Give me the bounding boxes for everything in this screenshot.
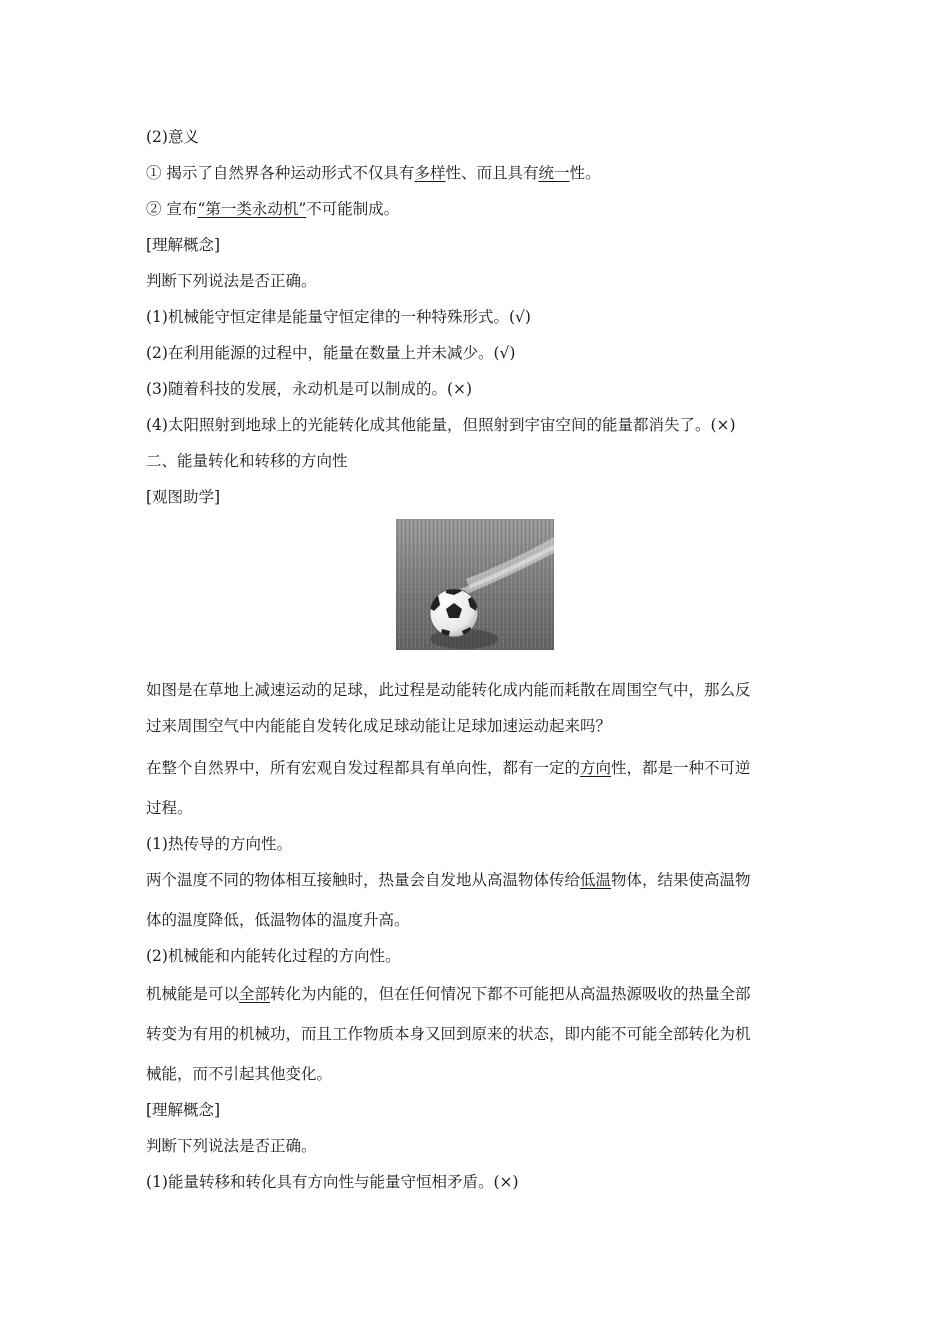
- judge-item: (4)太阳照射到地球上的光能转化成其他能量，但照射到宇宙空间的能量都消失了。(×): [146, 416, 736, 434]
- question-line: 过来周围空气中内能能自发转化成足球动能让足球加速运动起来吗？: [146, 717, 612, 735]
- section-heading: 二、能量转化和转移的方向性: [146, 452, 348, 470]
- observe-label: [观图助学]: [146, 488, 221, 506]
- underlined-answer: 方向: [580, 759, 612, 777]
- mech-line: 转变为有用的机械功，而且工作物质本身又回到原来的状态，即内能不可能全部转化为机: [146, 1025, 751, 1043]
- judge-item: (1)机械能守恒定律是能量守恒定律的一种特殊形式。(√): [146, 308, 531, 326]
- judge-item: (3)随着科技的发展，永动机是可以制成的。(×): [146, 380, 473, 398]
- underlined-answer: 统一: [538, 164, 570, 182]
- understand-label: [理解概念]: [146, 236, 221, 254]
- judge-prompt: 判断下列说法是否正确。: [146, 1137, 317, 1155]
- text-span: ② 宣布: [146, 200, 198, 218]
- mech-heading: (2)机械能和内能转化过程的方向性。: [146, 947, 401, 965]
- text-span: 转化为内能的，但在任何情况下都不可能把从高温热源吸收的热量全部: [270, 985, 751, 1003]
- judge-prompt: 判断下列说法是否正确。: [146, 272, 317, 290]
- text-span: 性、而且具有: [445, 164, 539, 182]
- understand-label: [理解概念]: [146, 1101, 221, 1119]
- text-span: 性。: [569, 164, 601, 182]
- text-span: 不可能制成。: [306, 200, 400, 218]
- heat-line: 体的温度降低，低温物体的温度升高。: [146, 911, 410, 929]
- meaning-heading: (2)意义: [146, 128, 199, 146]
- soccer-ball-icon: [396, 519, 554, 650]
- text-span: 两个温度不同的物体相互接触时，热量会自发地从高温物体传给: [146, 871, 581, 889]
- heat-heading: (1)热传导的方向性。: [146, 835, 292, 853]
- judge-item: (2)在利用能源的过程中，能量在数量上并未减少。(√): [146, 344, 516, 362]
- text-span: 物体，结果使高温物: [611, 871, 751, 889]
- underlined-answer: 全部: [239, 985, 271, 1003]
- direction-line: [146, 758, 814, 778]
- meaning-point-1: [146, 163, 814, 183]
- heat-line: [146, 870, 814, 890]
- underlined-answer: “第一类永动机”: [197, 200, 307, 218]
- text-span: 机械能是可以: [146, 985, 240, 1003]
- text-span: 在整个自然界中，所有宏观自发过程都具有单向性，都有一定的: [146, 759, 581, 777]
- mech-line: [146, 984, 814, 1004]
- mech-line: 械能，而不引起其他变化。: [146, 1065, 333, 1083]
- judge-item: (1)能量转移和转化具有方向性与能量守恒相矛盾。(×): [146, 1173, 519, 1191]
- soccer-ball-photo: [396, 519, 554, 650]
- underlined-answer: 低温: [580, 871, 612, 889]
- question-line: 如图是在草地上减速运动的足球，此过程是动能转化成内能而耗散在周围空气中，那么反: [146, 681, 751, 699]
- text-span: ① 揭示了自然界各种运动形式不仅具有: [146, 164, 415, 182]
- text-span: 性，都是一种不可逆: [611, 759, 751, 777]
- underlined-answer: 多样: [414, 164, 446, 182]
- direction-line: 过程。: [146, 799, 193, 817]
- meaning-point-2: [146, 199, 814, 219]
